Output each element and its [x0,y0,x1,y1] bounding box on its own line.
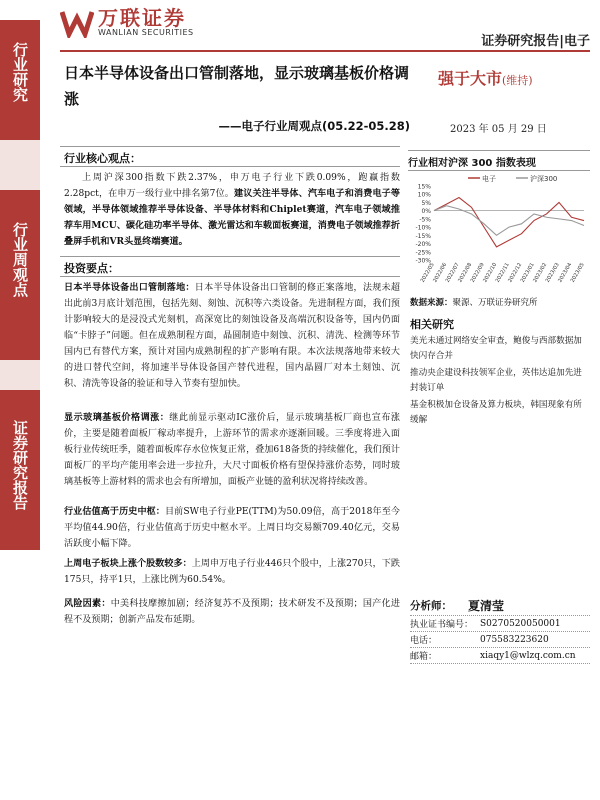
x-tick-label: 2023/01 [519,262,536,284]
sidebar-text: 证券研究报告 [11,420,29,510]
x-tick-label: 2022/07 [444,262,461,284]
report-title: 日本半导体设备出口管制落地，显示玻璃基板价格调涨 [64,64,410,108]
x-tick-label: 2022/08 [457,262,474,284]
x-tick-label: 2023/03 [544,262,561,284]
section-divider [408,150,590,151]
rating-note: (维持) [502,74,533,87]
section-divider [60,166,400,167]
relative-performance-chart [408,172,590,292]
logo-chinese: 万联证券 [98,6,186,30]
x-tick-label: 2022/11 [494,262,511,284]
y-tick-label: 10% [417,191,431,199]
sidebar-light-spacer [0,360,40,390]
invest-item-text: 上周申万电子行业446只个股中，上涨270只，下跌175只，持平1只，上涨比例为60.54%。 [64,559,400,585]
analyst-row [410,648,590,664]
sidebar-tag-industry-research [0,20,40,140]
related-item[interactable]: 基金积极加仓设备及算力板块，韩国现象有所缓解 [410,400,582,425]
chart-source-label: 数据来源： [410,298,453,308]
chart-source [410,296,538,308]
invest-item [64,410,400,490]
x-tick-label: 2023/05 [569,262,586,284]
analyst-value[interactable]: xiaqy1@wlzq.com.cn [480,650,576,661]
invest-item-text: 继此前显示驱动IC涨价后，显示玻璃基板厂商也宣布涨价，主要是随着面板厂稼动率提升，上游环节的需求亦逐渐回暖。三季度将进入面板行业传统旺季，随着面板库存水位恢复正常，叠加618备货的持续催化，我们预计面板厂的平均产能用率会进一步拉升，大尺寸面板价格有望保持涨价态势，同时玻璃基板等上游材料的需求也会有所增加，面板产业链的盈利状况将持续改善。 [64,413,400,487]
invest-item [64,596,400,628]
sidebar-text: 行业周观点 [11,222,29,297]
sidebar-text: 行业研究 [11,42,29,102]
y-tick-label: -30% [415,257,431,265]
core-heading: 行业核心观点： [64,152,141,165]
legend-label: 沪深300 [530,175,558,183]
analyst-block [410,596,590,664]
core-paragraph [64,170,400,250]
x-tick-label: 2022/05 [419,262,436,284]
analyst-label: 分析师： [410,600,452,612]
x-tick-label: 2022/06 [432,262,449,284]
section-divider [408,170,590,171]
analyst-row [410,616,590,632]
invest-item [64,556,400,588]
analyst-value: S0270520050001 [480,618,561,629]
report-subtitle: ——电子行业周观点(05.22-05.28) [218,119,410,133]
y-tick-label: -10% [415,224,431,232]
header-divider [60,50,590,52]
sidebar-tag-securities-report [0,390,40,550]
related-title: 相关研究 [410,318,454,331]
invest-item-text: 日本半导体设备出口管制的修正案落地，法规未超出此前3月底计划范围，包括先刻、刻蚀、沉积等六类设备。先进制程方面，我们预计影响较大的是浸没式光刻机，高深宽比的刻蚀设备及高端沉积设备等，国内仍面临“卡脖子”问题。但在成熟制程方面，晶圆制造中刻蚀、沉积、清洗、检测等环节国内已有替代方案，预计对国内成熟制程的扩产影响有限。本次法规落地带来较大的进口替代空间，将加速半导体设备国产替代进程，国内晶圆厂对本土刻蚀、沉积、清洗等设备的验证和导入节奏有望加快。 [64,283,400,389]
y-tick-label: -25% [415,249,431,257]
x-tick-label: 2023/04 [557,262,574,284]
invest-item-text: 目前SW电子行业PE(TTM)为50.09倍，高于2018年至今平均值44.90倍，行业估值高于历史中枢水平。上周日均交易额709.40亿元，交易活跃度小幅下降。 [64,507,400,549]
chart-source-text: 聚源、万联证券研究所 [452,298,538,308]
invest-item-title: 显示玻璃基板价格调涨： [64,412,170,423]
section-divider [60,146,400,147]
rating [438,66,533,89]
invest-heading: 投资要点： [64,262,119,275]
analyst-key: 电话： [410,636,438,646]
related-item[interactable]: 美光未通过网络安全审查，鲍俊与西部数据加快闪存合并 [410,336,582,361]
sidebar-tag-weekly [0,190,40,360]
section-divider [60,276,400,277]
analyst-name-row [410,596,590,616]
analyst-row [410,632,590,648]
report-date: 2023 年 05 月 29 日 [450,124,547,135]
y-tick-label: -15% [415,232,431,240]
invest-item-title: 行业估值高于历史中枢： [64,506,165,517]
invest-item [64,504,400,552]
y-tick-label: 15% [417,183,431,191]
invest-item-title: 风险因素： [64,598,111,609]
rating-value: 强于大市 [438,69,503,88]
analyst-key: 执业证书编号： [410,620,474,630]
logo-english: WANLIAN SECURITIES [98,28,194,37]
legend-label: 电子 [482,175,496,183]
sidebar-light-spacer [0,140,40,190]
invest-item-title: 日本半导体设备出口管制落地： [64,282,195,293]
invest-item-text: 中美科技摩擦加剧；经济复苏不及预期；技术研发不及预期；国产化进程不及预期；创新产品发布延期。 [64,599,400,625]
invest-item [64,280,400,392]
analyst-value: 075583223620 [480,634,549,645]
report-category: 证券研究报告|电子 [481,34,590,49]
core-text: 上周沪深300指数下跌2.37%，申万电子行业下跌0.09%，跑赢指数2.28pct，在申万一级行业中排名第7位。 [64,173,400,199]
series-line-csi300 [434,206,584,236]
x-tick-label: 2022/09 [469,262,486,284]
y-tick-label: 0% [421,208,431,216]
y-tick-label: -5% [419,216,431,224]
y-tick-label: -20% [415,241,431,249]
analyst-key: 邮箱： [410,652,438,662]
related-item[interactable]: 推动央企建设科技领军企业，英伟达追加先进封装订单 [410,368,582,393]
invest-item-title: 上周电子板块上涨个股数较多： [64,558,192,569]
series-line-electronics [434,198,584,247]
section-divider [60,256,400,257]
analyst-name: 夏清莹 [468,599,505,613]
wanlian-logo-icon [60,8,94,38]
x-tick-label: 2022/10 [482,262,499,284]
x-tick-label: 2023/02 [532,262,549,284]
x-tick-label: 2022/12 [507,262,524,284]
chart-title: 行业相对沪深 300 指数表现 [408,158,536,169]
y-tick-label: 5% [421,199,431,207]
core-text-bold: 建议关注半导体、汽车电子和消费电子等领域，半导体领域推荐半导体设备、半导体材料和Chiplet赛道，汽车电子领域推荐车用MCU、碳化硅功率半导体、激光雷达和车载面板赛道，消费电子领域推荐折叠屏手机和VR头显终端赛道。 [64,188,400,247]
company-logo [60,6,194,40]
related-list [410,334,590,430]
sidebar [0,0,40,800]
